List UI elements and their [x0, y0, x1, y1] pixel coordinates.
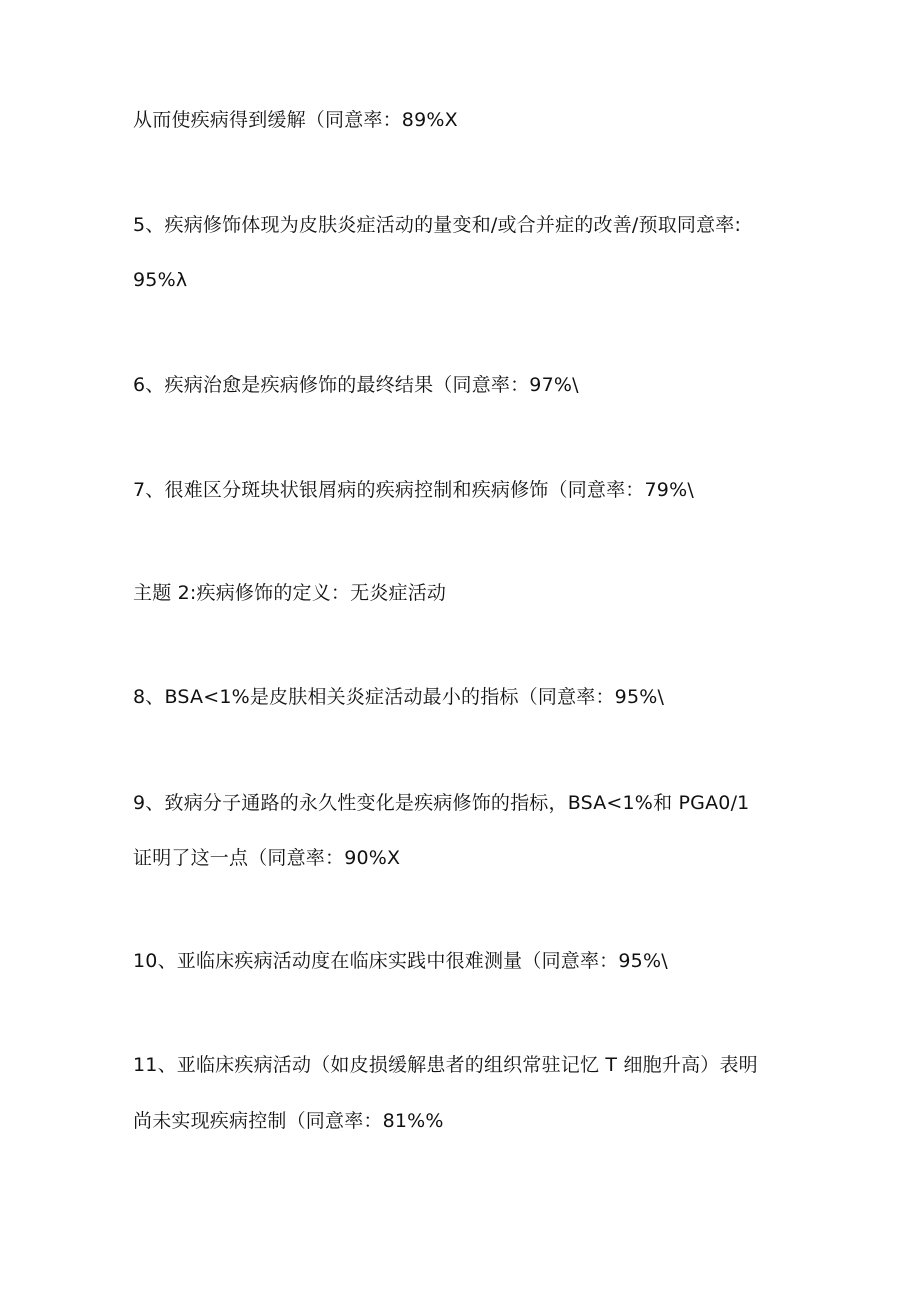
- text-line-remission: 从而使疾病得到缓解（同意率：89%X: [133, 109, 458, 131]
- item-8: 8、BSA<1%是皮肤相关炎症活动最小的指标（同意率：95%\: [133, 686, 665, 708]
- item-10: 10、亚临床疾病活动度在临床实践中很难测量（同意率：95%\: [133, 950, 668, 972]
- item-5-line-1: 5、疾病修饰体现为皮肤炎症活动的量变和/或合并症的改善/预取同意率:: [133, 214, 742, 236]
- item-6: 6、疾病治愈是疾病修饰的最终结果（同意率：97%\: [133, 374, 579, 396]
- item-5-line-2: 95%λ: [133, 269, 188, 291]
- item-11-line-2: 尚未实现疾病控制（同意率：81%%: [133, 1110, 444, 1132]
- item-9-line-1: 9、致病分子通路的永久性变化是疾病修饰的指标，BSA<1%和 PGA0/1: [133, 792, 750, 814]
- item-7: 7、很难区分斑块状银屑病的疾病控制和疾病修饰（同意率：79%\: [133, 479, 694, 501]
- item-9-line-2: 证明了这一点（同意率：90%X: [133, 847, 401, 869]
- item-11-line-1: 11、亚临床疾病活动（如皮损缓解患者的组织常驻记忆 T 细胞升高）表明: [133, 1054, 758, 1076]
- theme-2-heading: 主题 2:疾病修饰的定义：无炎症活动: [133, 582, 447, 604]
